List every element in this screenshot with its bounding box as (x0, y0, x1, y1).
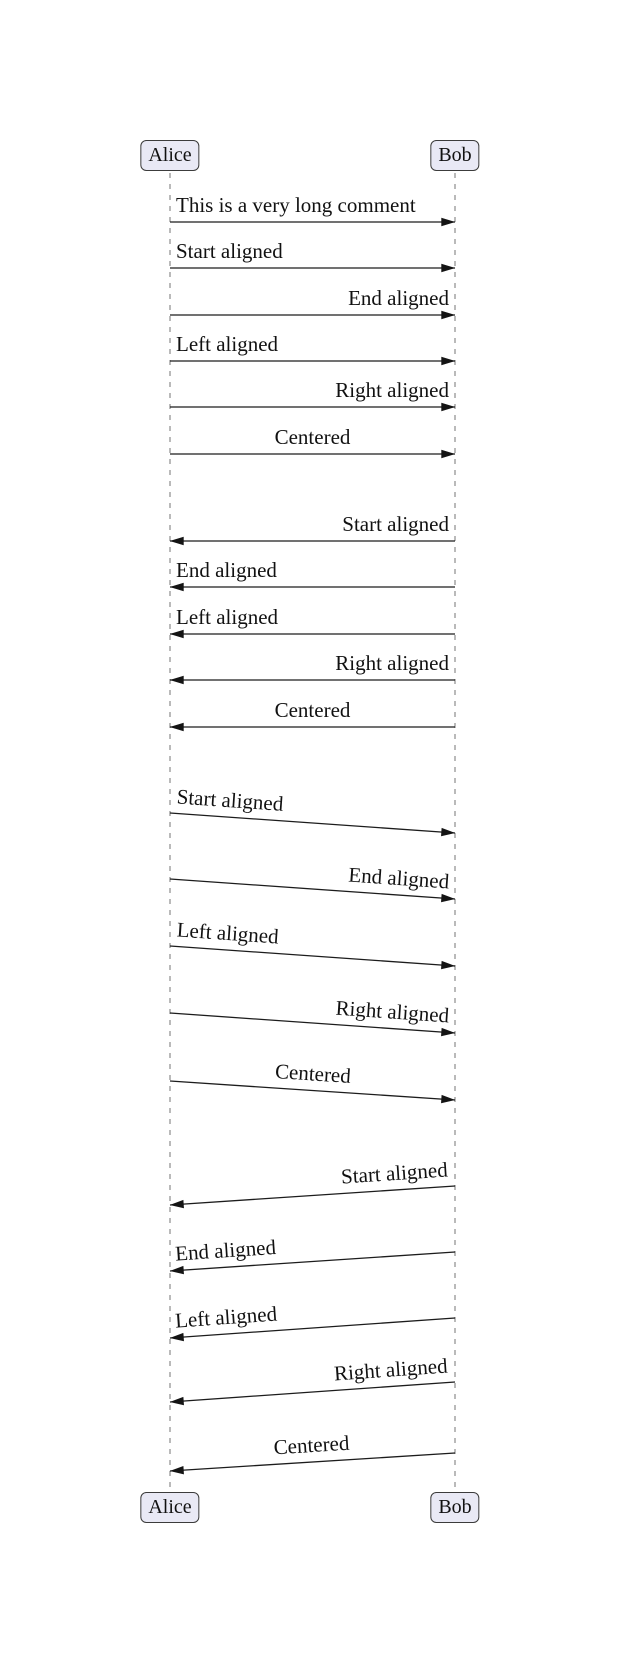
message-label: Left aligned (176, 332, 279, 356)
message-label: Left aligned (175, 917, 280, 949)
message-label: Right aligned (333, 1353, 449, 1386)
message-label: Start aligned (342, 512, 449, 536)
message-label: This is a very long comment (176, 193, 416, 217)
message-label: Start aligned (340, 1157, 449, 1189)
message-label: Right aligned (334, 995, 450, 1028)
message-label: End aligned (348, 286, 449, 310)
message-label: End aligned (176, 558, 277, 582)
message-label: End aligned (347, 862, 450, 894)
message-label: Centered (274, 698, 351, 722)
actor-box-alice-top: Alice (140, 140, 199, 171)
message-label: Left aligned (174, 1301, 278, 1333)
message-label: Centered (272, 1430, 351, 1460)
message-label: Right aligned (335, 651, 449, 675)
message-label: Centered (274, 1059, 352, 1088)
message-label: Left aligned (176, 605, 279, 629)
message-label: Start aligned (176, 239, 283, 263)
message-label: End aligned (174, 1234, 277, 1266)
actor-box-bob-bottom: Bob (430, 1492, 479, 1523)
message-label: Centered (274, 425, 351, 449)
actor-box-bob-top: Bob (430, 140, 479, 171)
actor-box-alice-bottom: Alice (140, 1492, 199, 1523)
message-label: Start aligned (175, 784, 285, 816)
message-label: Right aligned (335, 378, 449, 402)
